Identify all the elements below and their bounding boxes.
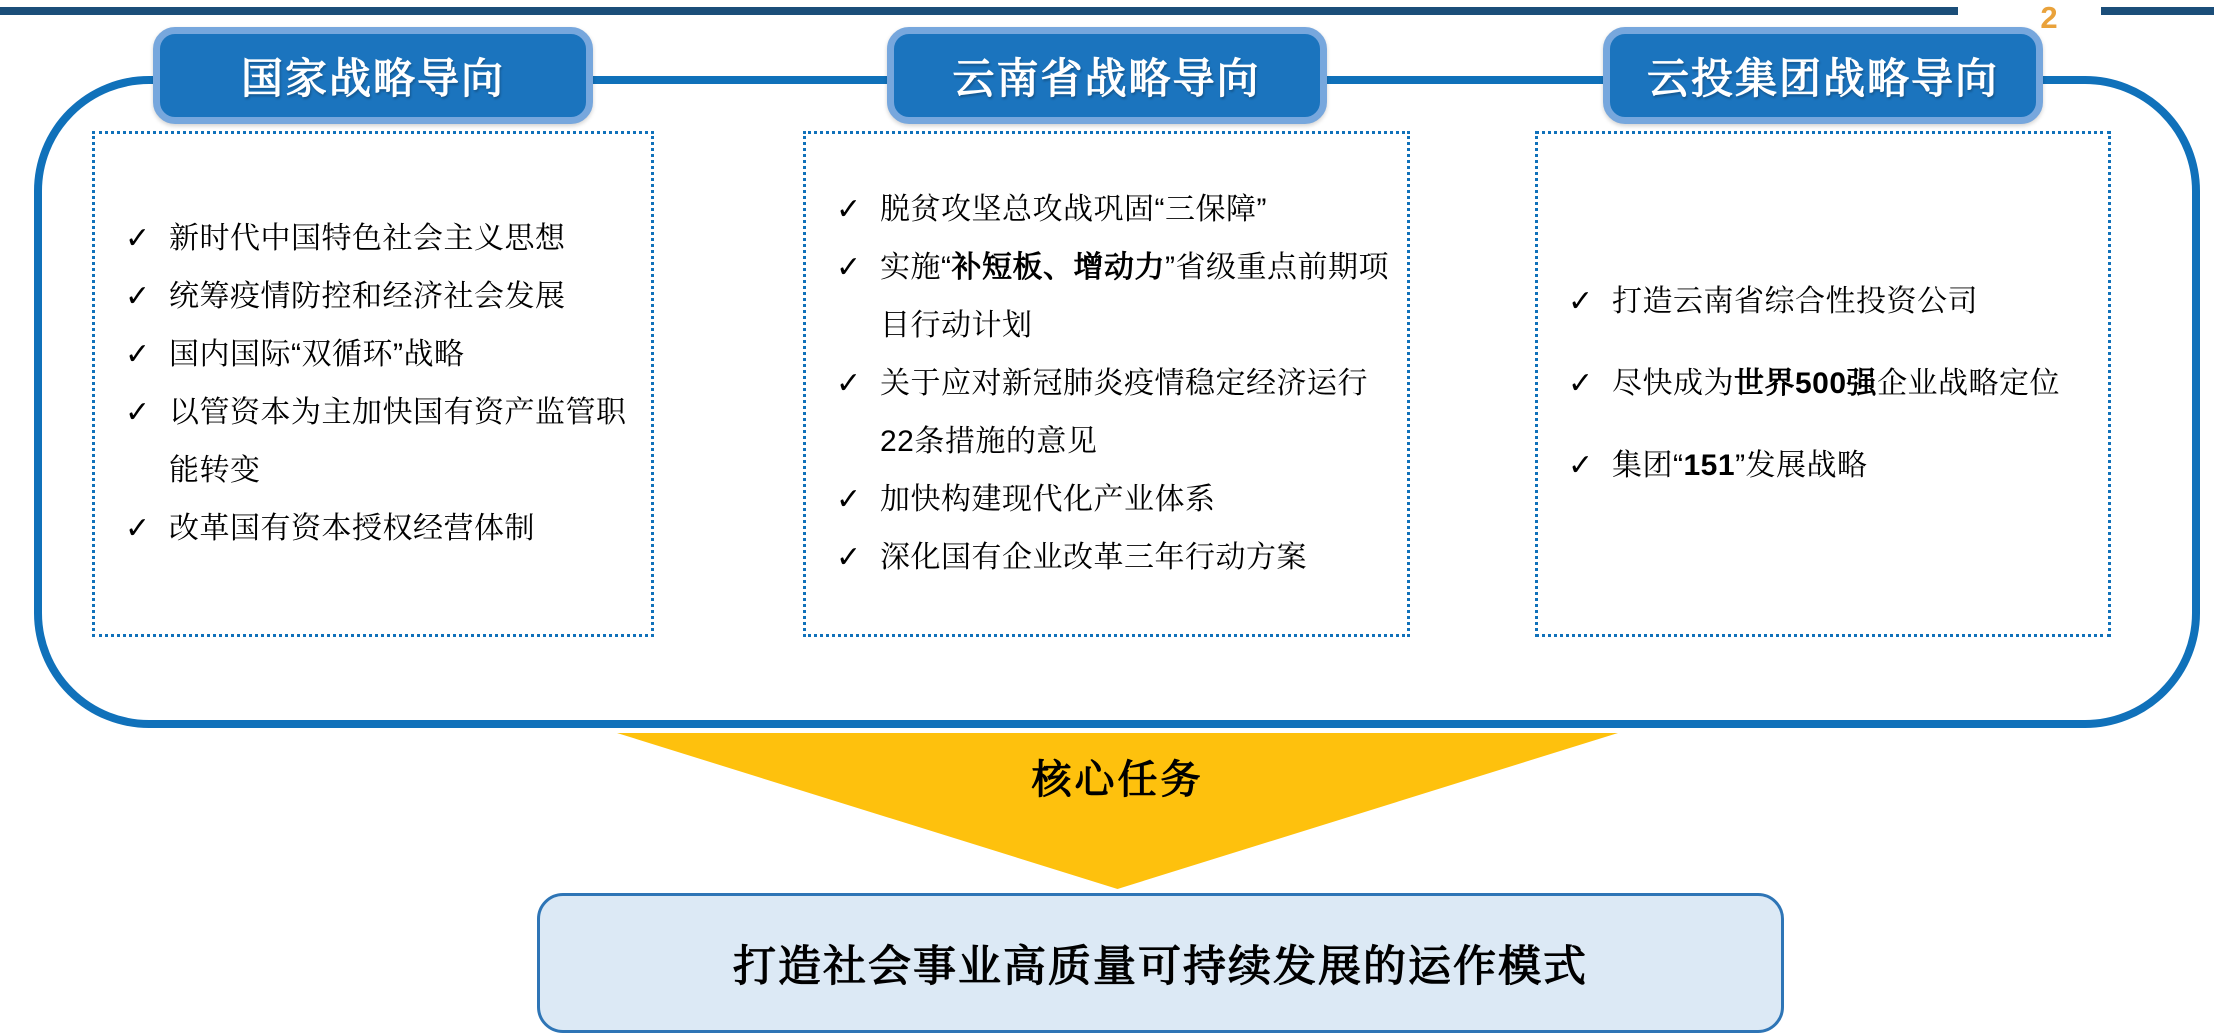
list-item <box>125 326 635 384</box>
list-item <box>836 355 1391 471</box>
list-item-text: 统筹疫情防控和经济社会发展 <box>169 280 566 313</box>
list-item-text: 打造云南省综合性投资公司 <box>1612 285 1978 318</box>
column-header-badge <box>1603 27 2043 124</box>
column-header-label: 国家战略导向 <box>240 54 505 102</box>
column-list-box <box>803 131 1410 637</box>
result-text: 打造社会事业高质量可持续发展的运作模式 <box>733 942 1588 991</box>
check-icon: ✓ <box>836 251 862 284</box>
page-number: 2 <box>2040 0 2058 35</box>
check-icon: ✓ <box>836 483 862 516</box>
list-item-text: 以管资本为主加快国有资产监管职能转变 <box>169 396 627 487</box>
check-icon: ✓ <box>836 367 862 400</box>
list-item-text: 实施“补短板、增动力”省级重点前期项目行动计划 <box>880 251 1389 342</box>
column-header-label: 云投集团战略导向 <box>1646 54 1999 102</box>
list-item <box>1568 355 2092 413</box>
check-icon: ✓ <box>1568 367 1594 400</box>
column-list-box <box>1535 131 2111 637</box>
check-icon: ✓ <box>125 338 151 371</box>
list-item <box>125 384 635 500</box>
check-icon: ✓ <box>125 280 151 313</box>
result-box <box>537 893 1784 1033</box>
list-item <box>125 500 635 558</box>
column-header-badge <box>887 27 1327 124</box>
column-group-strategy <box>1535 27 2111 482</box>
list-item <box>836 181 1391 239</box>
list-item <box>125 210 635 268</box>
top-rule-right <box>2101 7 2214 15</box>
column-national-strategy <box>92 27 654 545</box>
list-item-text: 改革国有资本授权经营体制 <box>169 512 535 545</box>
list-item <box>1568 273 2092 331</box>
column-header-badge <box>153 27 593 124</box>
check-icon: ✓ <box>125 512 151 545</box>
list-item-text: 关于应对新冠肺炎疫情稳定经济运行22条措施的意见 <box>880 367 1368 458</box>
check-icon: ✓ <box>1568 285 1594 318</box>
list-item <box>836 529 1391 587</box>
column-header-label: 云南省战略导向 <box>952 54 1261 102</box>
list-item-text: 集团“151”发展战略 <box>1612 449 1868 482</box>
list-item-text: 脱贫攻坚总攻战巩固“三保障” <box>880 193 1267 226</box>
check-icon: ✓ <box>1568 449 1594 482</box>
list-item-text: 深化国有企业改革三年行动方案 <box>880 541 1307 574</box>
list-item-text: 新时代中国特色社会主义思想 <box>169 222 566 255</box>
check-icon: ✓ <box>125 222 151 255</box>
list-item <box>836 471 1391 529</box>
top-rule-left <box>0 7 1958 15</box>
list-item-text: 尽快成为世界500强企业战略定位 <box>1612 367 2061 400</box>
check-icon: ✓ <box>125 396 151 429</box>
column-province-strategy <box>803 27 1410 574</box>
column-list-box <box>92 131 654 637</box>
list-item-text: 国内国际“双循环”战略 <box>169 338 465 371</box>
list-item <box>1568 437 2092 495</box>
funnel-label: 核心任务 <box>1031 758 1204 802</box>
list-item <box>836 239 1391 355</box>
list-item-text: 加快构建现代化产业体系 <box>880 483 1216 516</box>
check-icon: ✓ <box>836 541 862 574</box>
check-icon: ✓ <box>836 193 862 226</box>
list-item <box>125 268 635 326</box>
